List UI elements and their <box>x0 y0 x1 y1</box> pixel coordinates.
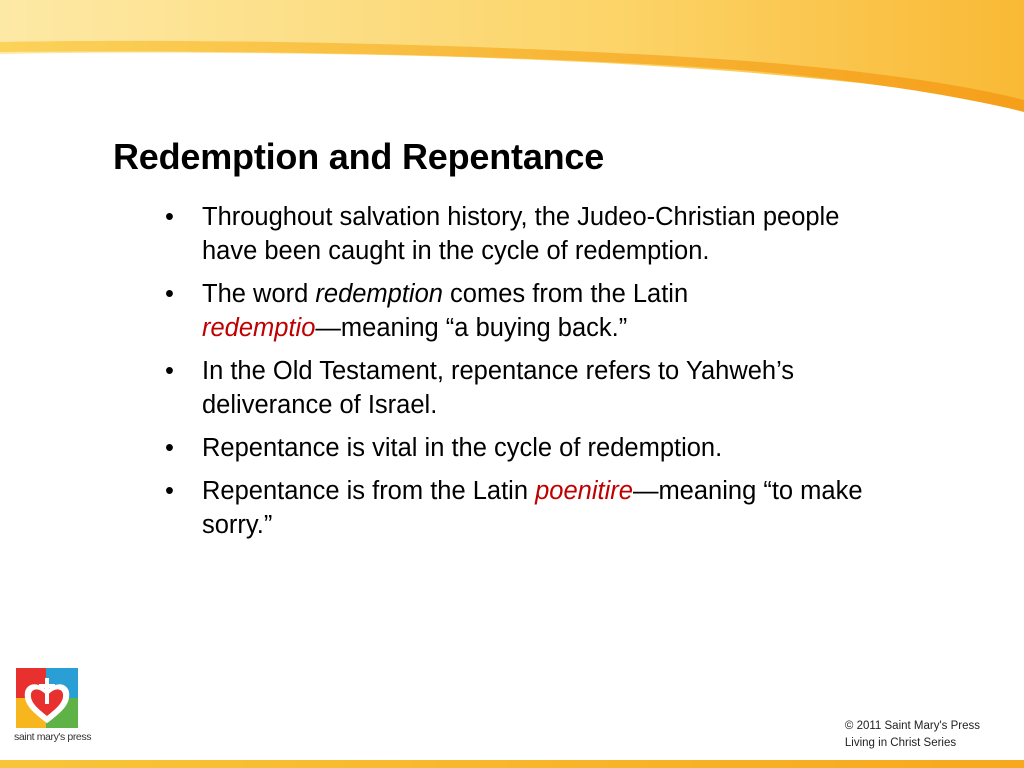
footer-credit <box>845 718 980 752</box>
italic-term: redemption <box>315 280 443 308</box>
bullet-marker: • <box>165 357 174 385</box>
bullet-text-pre: The word <box>202 280 316 308</box>
bullet-marker: • <box>165 477 174 505</box>
bullet-text: Throughout salvation history, the Judeo-Christian people have been caught in the cycle of redemption. <box>202 203 840 265</box>
bullet-marker: • <box>165 280 174 308</box>
footer-series: Living in Christ Series <box>844 737 957 749</box>
bullet-text-mid: comes from the Latin <box>442 280 689 308</box>
bullet-text-pre: Repentance is from the Latin <box>202 477 536 505</box>
bullet-text: In the Old Testament, repentance refers to Yahweh’s deliverance of Israel. <box>202 357 795 419</box>
bullet-text-post: —meaning “a buying back.” <box>315 314 628 342</box>
bullet-item <box>165 474 885 542</box>
bullet-list <box>165 200 885 551</box>
slide-title: Redemption and Repentance <box>113 136 605 177</box>
footer-copyright: © 2011 Saint Mary's Press <box>844 720 980 732</box>
bullet-text-post: —meaning “to make sorry.” <box>202 477 863 539</box>
latin-term: poenitire <box>535 477 633 505</box>
bullet-item <box>165 200 885 268</box>
bullet-marker: • <box>165 203 174 231</box>
header-banner <box>0 0 1024 130</box>
bullet-marker: • <box>165 434 174 462</box>
bullet-item <box>165 277 885 345</box>
latin-term: redemptio <box>202 314 316 342</box>
bottom-accent-bar <box>0 760 1024 768</box>
bullet-item <box>165 354 885 422</box>
bullet-item <box>165 431 885 465</box>
bullet-text: Repentance is vital in the cycle of redemption. <box>202 434 723 462</box>
publisher-logo-text: saint mary's press <box>14 731 92 743</box>
